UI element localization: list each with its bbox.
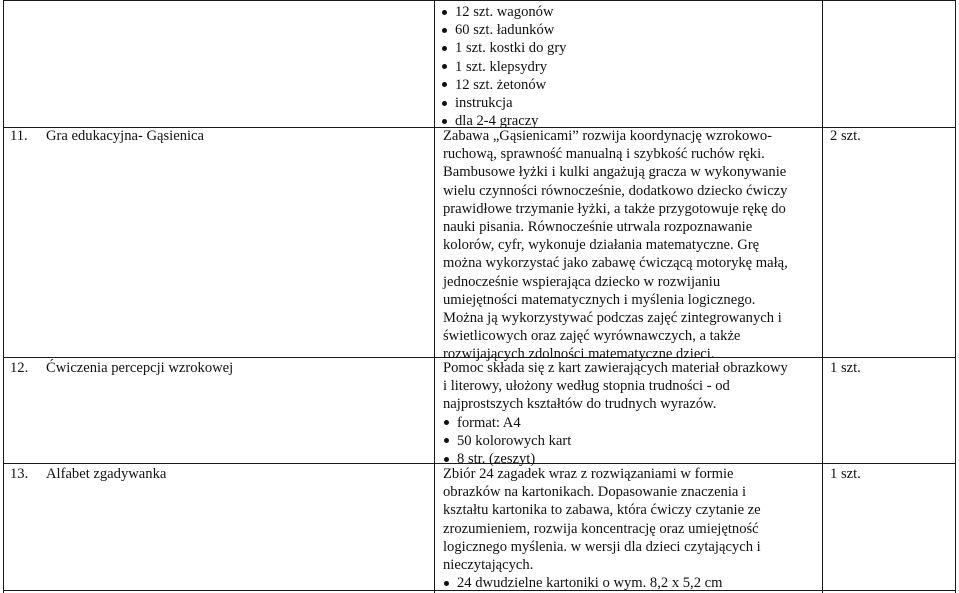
text-line: i literowy, ułożony według stopnia trudności - od: [443, 378, 730, 395]
text-line: umiejętności matematycznych i myślenia logicznego.: [443, 291, 756, 308]
row-12-name: Ćwiczenia percepcji wzrokowej: [46, 360, 234, 376]
row-11-description: [443, 127, 788, 364]
row-13-quantity: 1 szt.: [830, 466, 861, 482]
text-line: kolorów, cyfr, wykonuje działania matematyczne. Grę: [443, 237, 760, 254]
text-line: Zabawa „Gąsienicami” rozwija koordynację wzrokowo-: [443, 128, 773, 144]
text-line: Zbiór 24 zagadek wraz z rozwiązaniami w formie: [443, 466, 734, 482]
list-item: 24 dwudzielne kartoniki o wym. 8,2 x 5,2 cm: [443, 574, 761, 592]
text-line: nauki pisania. Równocześnie utrwala rozpoznawanie: [443, 219, 753, 236]
row-11-number: 11.: [10, 128, 28, 144]
text-line: najprostszych kształtów do trudnych wyrazów.: [443, 396, 717, 413]
list-item: 1 szt. kostki do gry: [441, 39, 566, 57]
row-12-number: 12.: [10, 360, 29, 376]
row-13-item-list: [443, 574, 761, 592]
list-item: 12 szt. wagonów: [441, 3, 566, 21]
text-line: jednocześnie wspierająca dziecko w rozwijaniu: [443, 273, 721, 290]
row-11-quantity: 2 szt.: [830, 128, 861, 144]
row-top-item-list: [441, 3, 566, 130]
list-item: format: A4: [443, 414, 788, 432]
text-line: wielu czynności równocześnie, dodatkowo dziecko ćwiczy: [443, 182, 788, 199]
text-line: kształtu kartonika to zabawa, która ćwiczy czytanie ze: [443, 502, 761, 519]
table-border-right: [955, 0, 956, 593]
row-11-name: Gra edukacyjna- Gąsienica: [46, 128, 205, 144]
list-item: 50 kolorowych kart: [443, 432, 788, 450]
text-line: można wykorzystać jako zabawę ćwiczącą motorykę małą,: [443, 255, 788, 272]
column-divider-qty: [822, 0, 823, 593]
list-item: 8 str. (zeszyt): [443, 450, 788, 468]
text-line: prawidłowe trzymanie łyżki, a także przygotowuje rękę do: [443, 200, 786, 217]
text-line: logicznego myślenia. w wersji dla dzieci czytających i: [443, 538, 761, 555]
text-line: Pomoc składa się z kart zawierających materiał obrazkowy: [443, 360, 788, 376]
list-item: instrukcja: [441, 94, 566, 112]
row-12-item-list: [443, 414, 788, 469]
row-12-description: [443, 359, 788, 468]
row-13-number: 13.: [10, 466, 29, 482]
text-line: nieczytających.: [443, 557, 534, 574]
list-item: 1 szt. klepsydry: [441, 58, 566, 76]
row-13-name: Alfabet zgadywanka: [46, 466, 167, 482]
column-divider-name: [434, 0, 435, 593]
text-line: obrazków na kartonikach. Dopasowanie znaczenia i: [443, 484, 747, 501]
text-line: świetlicowych oraz zajęć wyrównawczych, a także: [443, 328, 741, 345]
text-line: zrozumieniem, rozwija koncentrację oraz umiejętność: [443, 520, 759, 537]
text-line: Bambusowe łyżki i kulki angażują gracza w wykonywanie: [443, 164, 787, 181]
row-13-description: [443, 465, 761, 592]
row-12-quantity: 1 szt.: [830, 360, 861, 376]
row-top-description: [441, 3, 566, 130]
text-line: rozwijających zdolności matematyczne dzieci.: [443, 346, 715, 363]
list-item: 60 szt. ładunków: [441, 21, 566, 39]
text-line: Można ją wykorzystywać podczas zajęć zintegrowanych i: [443, 310, 782, 327]
table-border-top: [3, 0, 956, 1]
text-line: ruchową, sprawność manualną i szybkość ruchów ręki.: [443, 146, 765, 163]
list-item: 12 szt. żetonów: [441, 76, 566, 94]
table-border-left: [3, 0, 4, 593]
list-item: dla 2-4 graczy: [441, 112, 566, 130]
